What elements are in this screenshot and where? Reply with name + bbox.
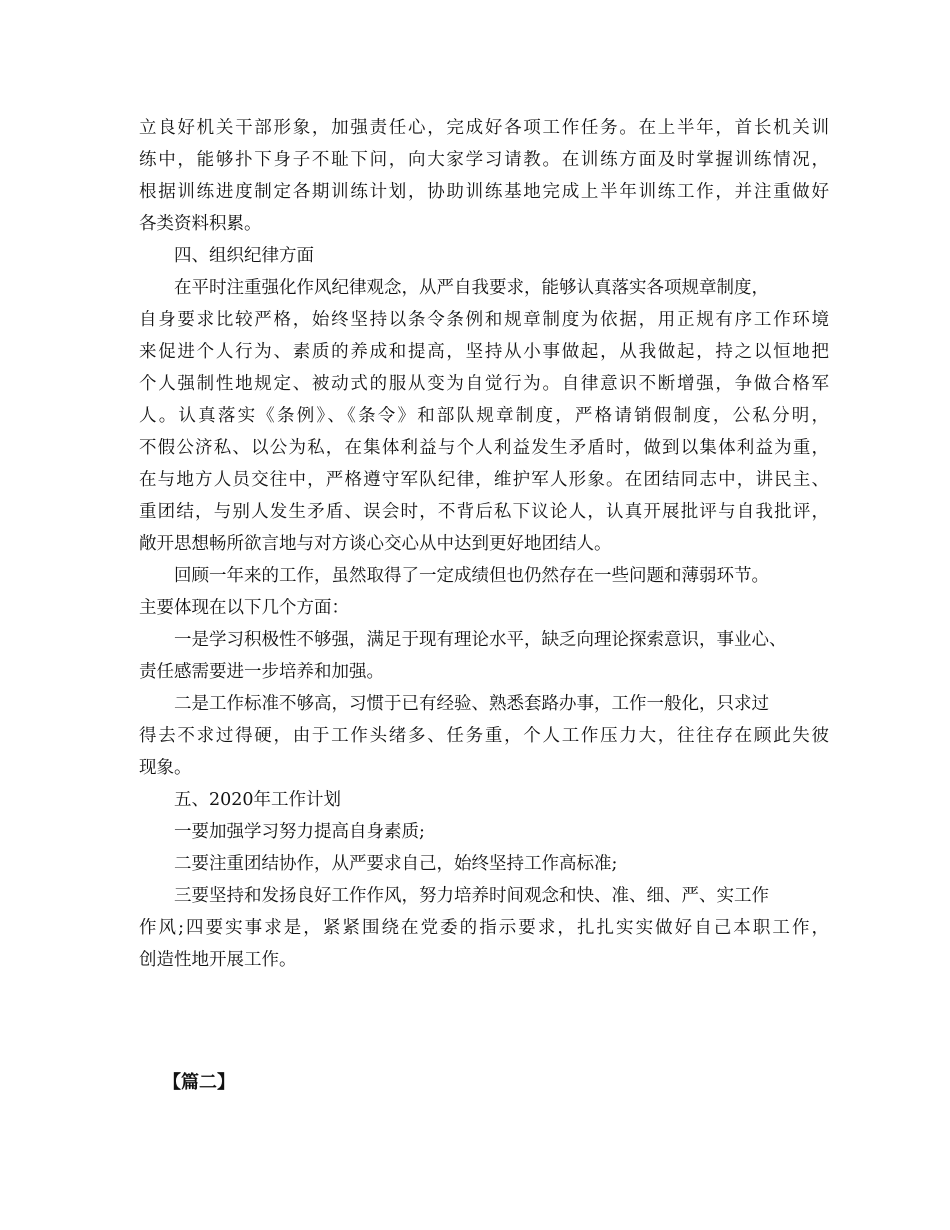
text-line: 一要加强学习努力提高自身素质; <box>174 822 425 842</box>
text-line: 各类资料积累。 <box>139 214 262 234</box>
text-line: 二要注重团结协作，从严要求自己，始终坚持工作高标准; <box>174 854 618 874</box>
text-line: 立良好机关干部形象，加强责任心，完成好各项工作任务。在上半年，首长机关训 <box>139 118 829 138</box>
text-line: 一是学习积极性不够强，满足于现有理论水平，缺乏向理论探索意识，事业心、 <box>174 630 787 650</box>
text-line: 作风;四要实事求是，紧紧围绕在党委的指示要求，扎扎实实做好自己本职工作， <box>139 918 829 938</box>
text-line: 二是工作标准不够高，习惯于已有经验、熟悉套路办事，工作一般化，只求过 <box>174 694 769 714</box>
text-line: 现象。 <box>139 758 192 778</box>
section-tag: 【篇二】 <box>163 1072 235 1093</box>
text-line: 来促进个人行为、素质的养成和提高，坚持从小事做起，从我做起，持之以恒地把 <box>139 342 829 362</box>
text-line: 主要体现在以下几个方面： <box>139 598 349 618</box>
text-line: 责任感需要进一步培养和加强。 <box>139 662 384 682</box>
text-line: 个人强制性地规定、被动式的服从变为自觉行为。自律意识不断增强，争做合格军 <box>139 374 829 394</box>
text-line: 创造性地开展工作。 <box>139 950 297 970</box>
text-line: 在平时注重强化作风纪律观念，从严自我要求，能够认真落实各项规章制度， <box>174 278 769 298</box>
text-line: 自身要求比较严格，始终坚持以条令条例和规章制度为依据，用正规有序工作环境 <box>139 310 829 330</box>
text-line: 人。认真落实《条例》、《条令》和部队规章制度，严格请销假制度，公私分明， <box>139 406 829 426</box>
text-line: 重团结，与别人发生矛盾、误会时，不背后私下议论人，认真开展批评与自我批评， <box>139 502 829 522</box>
text-line: 根据训练进度制定各期训练计划，协助训练基地完成上半年训练工作，并注重做好 <box>139 182 829 202</box>
text-line: 不假公济私、以公为私，在集体利益与个人利益发生矛盾时，做到以集体利益为重， <box>139 438 829 458</box>
text-line: 三要坚持和发扬良好工作作风，努力培养时间观念和快、准、细、严、实工作 <box>174 886 769 906</box>
section-heading: 四、组织纪律方面 <box>174 246 314 266</box>
document-body <box>139 112 829 976</box>
text-line: 得去不求过得硬，由于工作头绪多、任务重，个人工作压力大，往往存在顾此失彼 <box>139 726 829 746</box>
text-line: 在与地方人员交往中，严格遵守军队纪律，维护军人形象。在团结同志中，讲民主、 <box>139 470 829 490</box>
text-line: 敞开思想畅所欲言地与对方谈心交心从中达到更好地团结人。 <box>139 534 612 554</box>
text-line: 练中，能够扑下身子不耻下问，向大家学习请教。在训练方面及时掌握训练情况， <box>139 150 829 170</box>
text-line: 回顾一年来的工作，虽然取得了一定成绩但也仍然存在一些问题和薄弱环节。 <box>174 566 769 586</box>
section-heading: 五、2020年工作计划 <box>174 790 342 810</box>
